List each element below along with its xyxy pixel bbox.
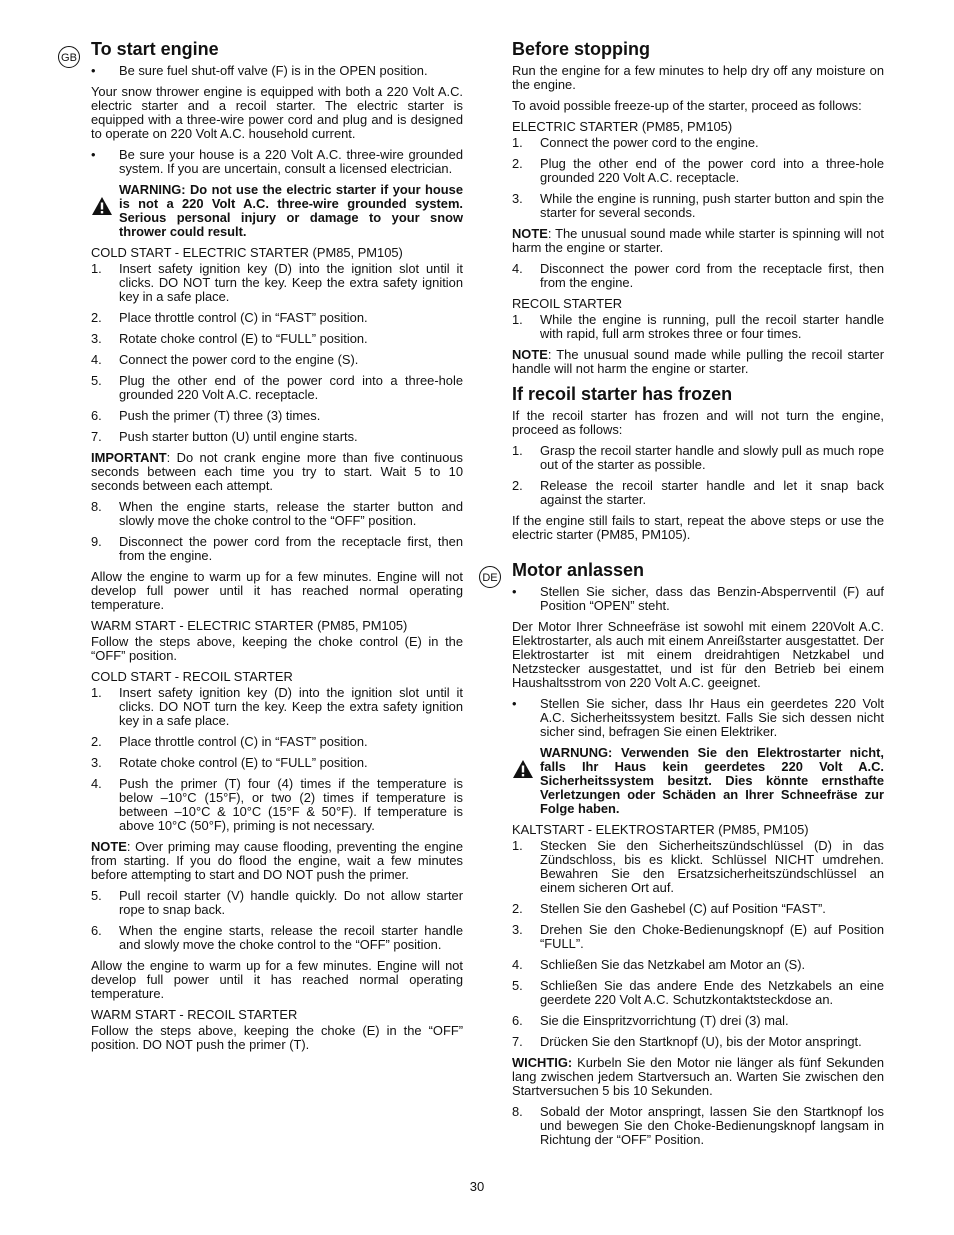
list-item: 5. Pull recoil starter (V) handle quickly. Do not allow starter rope to snap back.	[91, 888, 463, 917]
paragraph: To avoid possible freeze-up of the starter, proceed as follows:	[512, 98, 862, 113]
gb-language-badge: GB	[58, 46, 80, 68]
list-item: 2. Plug the other end of the power cord into a three-hole grounded 220 Volt A.C. receptacle.	[512, 156, 884, 185]
paragraph: Your snow thrower engine is equipped with both a 220 Volt A.C. electric starter and a recoil starter. The electric starter is equipped with a three-wire power cord and plug and is designed to operate on 220 Volt A.C. household current.	[91, 84, 463, 141]
subheading: KALTSTART - ELEKTROSTARTER (PM85, PM105)	[512, 822, 809, 837]
list-item: 3. Rotate choke control (E) to “FULL” position.	[91, 331, 368, 346]
subheading: WARM START - RECOIL STARTER	[91, 1007, 298, 1022]
paragraph: Follow the steps above, keeping the choke control (E) in the “OFF” position.	[91, 634, 463, 663]
paragraph: If the recoil starter has frozen and will not turn the engine, proceed as follows:	[512, 408, 884, 437]
subheading: ELECTRIC STARTER (PM85, PM105)	[512, 119, 733, 134]
warning-icon	[91, 196, 113, 216]
list-item: 7. Drücken Sie den Startknopf (U), bis der Motor anspringt.	[512, 1034, 862, 1049]
list-item: 8. When the engine starts, release the starter button and slowly move the choke control to the “OFF” position.	[91, 499, 463, 528]
list-item: 9. Disconnect the power cord from the receptacle first, then from the engine.	[91, 534, 463, 563]
important-note: IMPORTANT: Do not crank engine more than five continuous seconds between each time you try to start. Wait 5 to 10 seconds between each attempt.	[91, 450, 463, 493]
list-item: 5. Schließen Sie das andere Ende des Netzkabels an eine geerdete 220 Volt A.C. Schutzkontaktsteckdose an.	[512, 978, 884, 1007]
list-item: 5. Plug the other end of the power cord into a three-hole grounded 220 Volt A.C. receptacle.	[91, 373, 463, 402]
important-note: WICHTIG: Kurbeln Sie den Motor nie länger als fünf Sekunden lang zwischen jedem Startversuch an. Warten Sie zwischen den Startversuchen 5 bis 10 Sekunden.	[512, 1055, 884, 1098]
list-item: 1. Insert safety ignition key (D) into the ignition slot until it clicks. DO NOT turn the key. Keep the extra safety ignition key in a safe place.	[91, 261, 463, 304]
subheading: WARM START - ELECTRIC STARTER (PM85, PM105)	[91, 618, 408, 633]
list-item: 7. Push starter button (U) until engine starts.	[91, 429, 358, 444]
section-title-to-start-engine: To start engine	[91, 39, 219, 59]
section-title-motor-anlassen: Motor anlassen	[512, 560, 645, 580]
list-item: 1. Stecken Sie den Sicherheitszündschlüssel (D) in das Zündschloss, bis es klickt. Schlüssel NICHT umdrehen. Bewahren Sie den Ersatzsicherheitszündschlüssel an einem sicheren Ort auf.	[512, 838, 884, 895]
de-language-badge: DE	[479, 566, 501, 588]
list-item: • Stellen Sie sicher, dass Ihr Haus ein geerdetes 220 Volt A.C. Sicherheitssystem besitzt. Falls Sie sich dessen nicht sicher sind, befragen Sie einen Elektriker.	[512, 697, 884, 739]
list-item: • Be sure your house is a 220 Volt A.C. three-wire grounded system. If you are uncertain, consult a licensed electrician.	[91, 148, 463, 176]
left-column	[91, 38, 463, 1059]
section-title-recoil-frozen: If recoil starter has frozen	[512, 384, 733, 404]
paragraph: Der Motor Ihrer Schneefräse ist sowohl mit einem 220Volt A.C. Elektrostarter, als auch mit einem Anreißstarter ausgestattet. Der Elektrostarter ist mit einem dreidrahtigen Netzkabel und Netzstecker ausgestattet, und ist für den Betrieb bei einem Haushaltsstrom von 220 Volt A.C. geeignet.	[512, 619, 884, 690]
list-item: 2. Release the recoil starter handle and let it snap back against the starter.	[512, 478, 884, 507]
list-item: 2. Place throttle control (C) in “FAST” position.	[91, 310, 368, 325]
paragraph: Allow the engine to warm up for a few minutes. Engine will not develop full power until it has reached normal operating temperature.	[91, 958, 463, 1001]
paragraph: Follow the steps above, keeping the choke (E) in the “OFF” position. DO NOT push the primer (T).	[91, 1023, 463, 1052]
warning-block	[91, 183, 463, 239]
warning-text: WARNUNG: Verwenden Sie den Elektrostarter nicht, falls Ihr Haus kein geerdetes 220 Volt A.C. Sicherheitssystem besitzt. Dies könnte ernsthafte Verletzungen oder Schäden an Ihrer Schneefräse zur Folge haben.	[540, 745, 884, 816]
subheading: COLD START - RECOIL STARTER	[91, 669, 293, 684]
warning-block	[512, 746, 884, 816]
paragraph: If the engine still fails to start, repeat the above steps or use the electric starter (PM85, PM105).	[512, 513, 884, 542]
warning-icon	[512, 759, 534, 779]
note: NOTE: Over priming may cause flooding, preventing the engine from starting. If you do flood the engine, wait a few minutes before attempting to start and DO NOT push the primer.	[91, 839, 463, 882]
list-item: 3. While the engine is running, push starter button and spin the starter for several seconds.	[512, 191, 884, 220]
subheading: COLD START - ELECTRIC STARTER (PM85, PM105)	[91, 245, 403, 260]
paragraph: Run the engine for a few minutes to help dry off any moisture on the engine.	[512, 63, 884, 92]
list-item: 2. Stellen Sie den Gashebel (C) auf Position “FAST”.	[512, 901, 826, 916]
list-item: 1. Connect the power cord to the engine.	[512, 135, 759, 150]
list-item: 1. Insert safety ignition key (D) into the ignition slot until it clicks. DO NOT turn the key. Keep the extra safety ignition key in a safe place.	[91, 685, 463, 728]
section-title-before-stopping: Before stopping	[512, 39, 650, 59]
paragraph: Allow the engine to warm up for a few minutes. Engine will not develop full power until it has reached normal operating temperature.	[91, 569, 463, 612]
list-item: 1. Grasp the recoil starter handle and slowly pull as much rope out of the starter as possible.	[512, 443, 884, 472]
list-item: 8. Sobald der Motor anspringt, lassen Sie den Startknopf los und bewegen Sie den Choke-Bedienungsknopf langsam in Richtung der “OFF” Position.	[512, 1104, 884, 1147]
note: NOTE: The unusual sound made while starter is spinning will not harm the engine or starter.	[512, 226, 884, 255]
list-item: 1. While the engine is running, pull the recoil starter handle with rapid, full arm strokes three or four times.	[512, 312, 884, 341]
list-item: 4. Push the primer (T) four (4) times if the temperature is below –10°C (15°F), or two (2) times if temperature is between –10°C & 10°C (15°F & 50°F). If temperature is above 10°C (50°F), priming is not necessary.	[91, 776, 463, 833]
list-item: 3. Drehen Sie den Choke-Bedienungsknopf (E) auf Position “FULL”.	[512, 922, 884, 951]
list-item: 6. Push the primer (T) three (3) times.	[91, 408, 321, 423]
list-item: 4. Schließen Sie das Netzkabel am Motor an (S).	[512, 957, 806, 972]
list-item: 3. Rotate choke control (E) to “FULL” position.	[91, 755, 368, 770]
list-item: 6. When the engine starts, release the recoil starter handle and slowly move the choke control to the “OFF” position.	[91, 923, 463, 952]
list-item: 4. Connect the power cord to the engine (S).	[91, 352, 359, 367]
list-item: • Be sure fuel shut-off valve (F) is in the OPEN position.	[91, 64, 463, 78]
list-item: • Stellen Sie sicher, dass das Benzin-Absperrventil (F) auf Position “OPEN” steht.	[512, 585, 884, 613]
note: NOTE: The unusual sound made while pulling the recoil starter handle will not harm the engine or starter.	[512, 347, 884, 376]
list-item: 6. Sie die Einspritzvorrichtung (T) drei (3) mal.	[512, 1013, 789, 1028]
list-item: 4. Disconnect the power cord from the receptacle first, then from the engine.	[512, 261, 884, 290]
warning-text: WARNING: Do not use the electric starter if your house is not a 220 Volt A.C. three-wire grounded system. Serious personal injury or damage to your snow thrower could result.	[119, 182, 463, 239]
right-column	[512, 38, 884, 1154]
subheading: RECOIL STARTER	[512, 296, 623, 311]
list-item: 2. Place throttle control (C) in “FAST” position.	[91, 734, 368, 749]
page-number: 30	[469, 1179, 485, 1194]
